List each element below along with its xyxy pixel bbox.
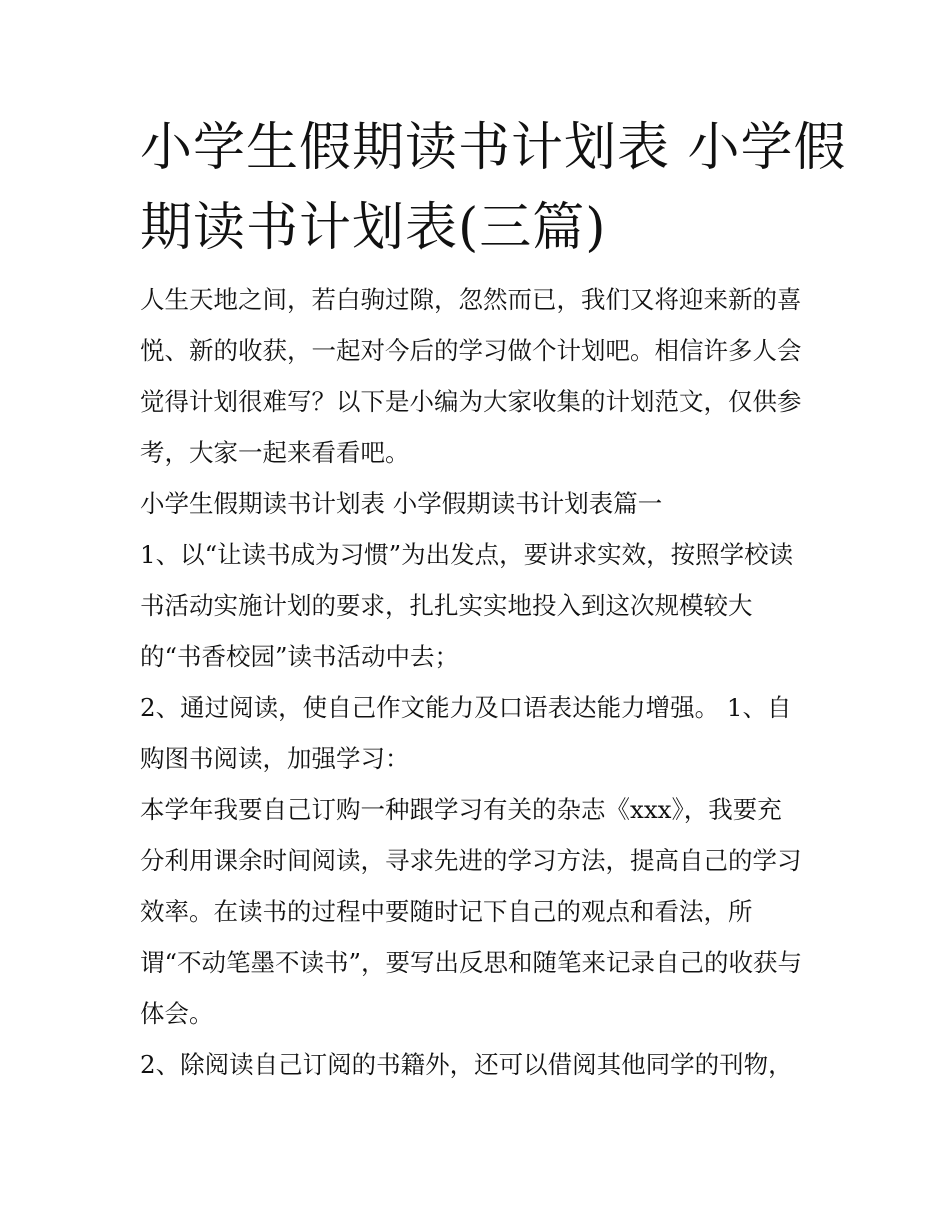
text-line: 觉得计划很难写？以下是小编为大家收集的计划范文，仅供参 bbox=[140, 387, 802, 416]
paragraph bbox=[140, 1039, 840, 1090]
text-line: 考，大家一起来看看吧。 bbox=[140, 438, 410, 467]
paragraph bbox=[140, 682, 840, 784]
text-line: 本学年我要自己订购一种跟学习有关的杂志《xxx》，我要充 bbox=[140, 795, 782, 824]
text-line: 2、通过阅读，使自己作文能力及口语表达能力增强。 1、自 bbox=[140, 693, 792, 722]
title-line: 期读书计划表(三篇) bbox=[140, 198, 607, 258]
document-title bbox=[140, 108, 847, 268]
text-line: 悦、新的收获，一起对今后的学习做个计划吧。相信许多人会 bbox=[140, 336, 802, 365]
text-line: 2、除阅读自己订阅的书籍外，还可以借阅其他同学的刊物， bbox=[140, 1050, 793, 1079]
text-line: 书活动实施计划的要求，扎扎实实地投入到这次规模较大 bbox=[140, 591, 753, 620]
text-line: 体会。 bbox=[140, 999, 214, 1028]
title-line: 小学生假期读书计划表 小学假 bbox=[140, 118, 847, 178]
document-body bbox=[140, 274, 840, 1090]
paragraph bbox=[140, 274, 840, 478]
text-line: 的“书香校园”读书活动中去； bbox=[140, 642, 460, 671]
paragraph bbox=[140, 784, 840, 1039]
text-line: 人生天地之间，若白驹过隙，忽然而已，我们又将迎来新的喜 bbox=[140, 285, 802, 314]
paragraph bbox=[140, 529, 840, 682]
text-line: 谓“不动笔墨不读书”，要写出反思和随笔来记录自己的收获与 bbox=[140, 948, 803, 977]
text-line: 1、以“让读书成为习惯”为出发点，要讲求实效，按照学校读 bbox=[140, 540, 794, 569]
text-line: 分利用课余时间阅读，寻求先进的学习方法，提高自己的学习 bbox=[140, 846, 802, 875]
paragraph bbox=[140, 478, 840, 529]
text-line: 小学生假期读书计划表 小学假期读书计划表篇一 bbox=[140, 489, 663, 518]
text-line: 购图书阅读，加强学习： bbox=[140, 744, 410, 773]
text-line: 效率。在读书的过程中要随时记下自己的观点和看法，所 bbox=[140, 897, 753, 926]
